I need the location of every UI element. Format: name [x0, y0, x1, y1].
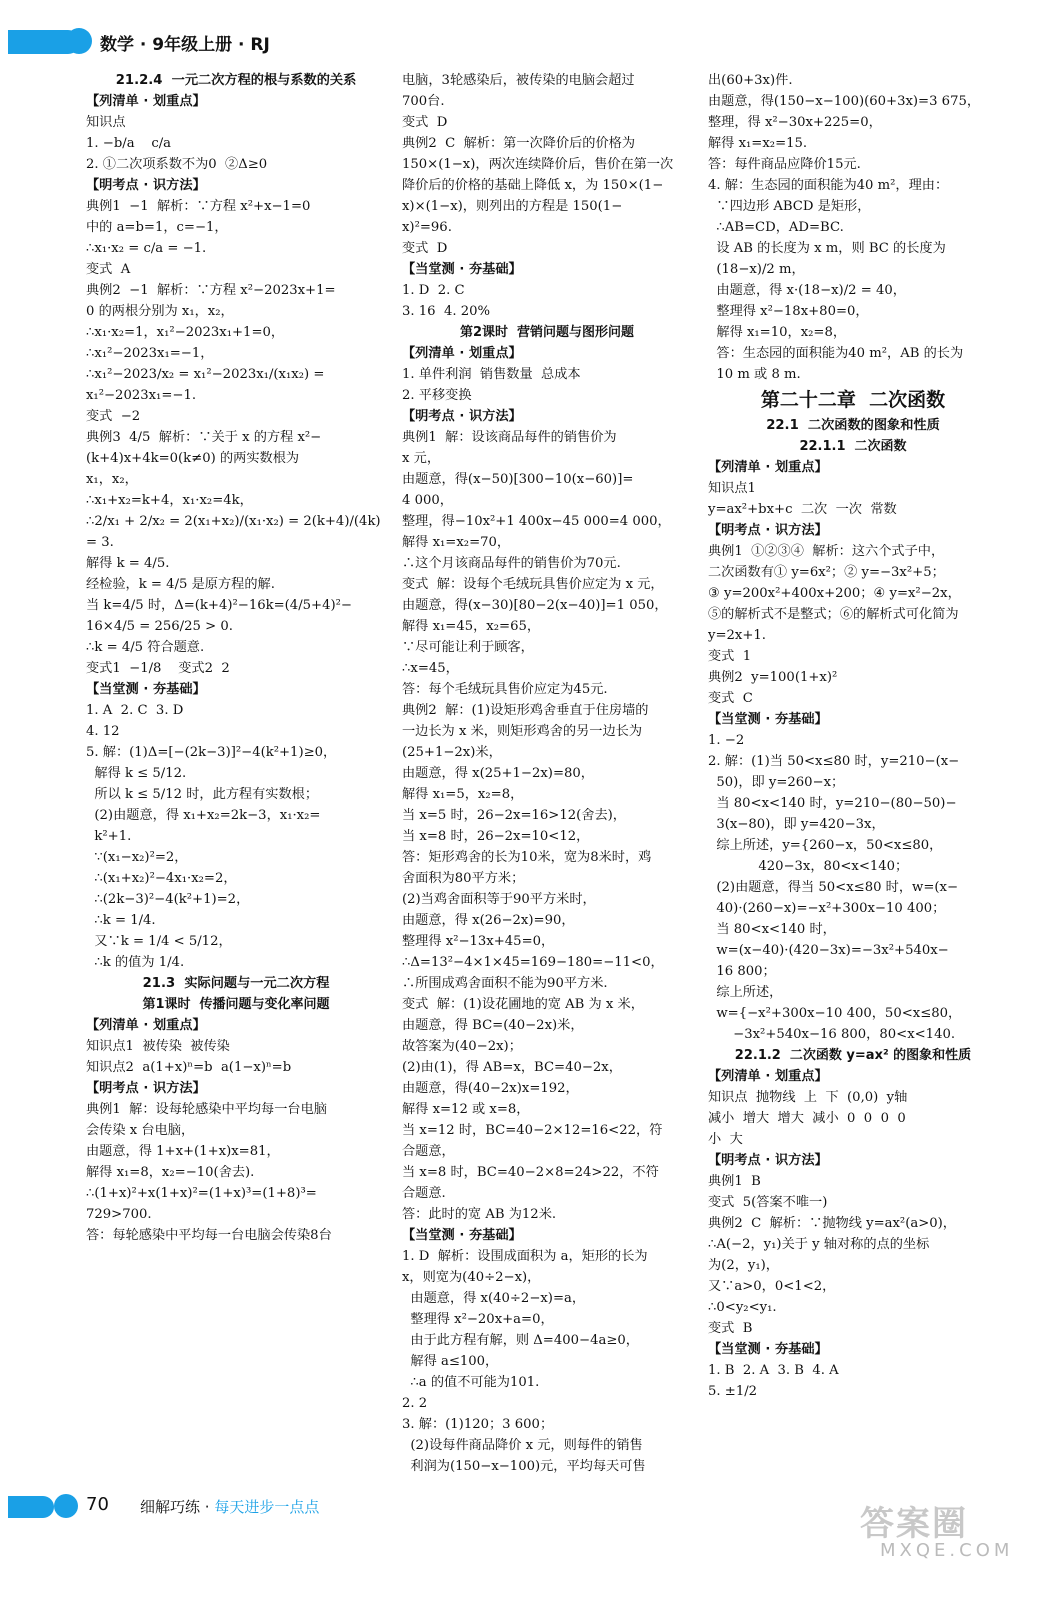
answer-line: 变式 B: [708, 1321, 753, 1336]
section-heading: 22.1.1 二次函数: [799, 439, 907, 454]
answer-line: y=2x+1.: [708, 628, 766, 643]
answer-line: 150×(1−x)，两次连续降价后，售价在第一次: [402, 157, 674, 172]
answer-line: 综上所述，y={260−x，50<x≤80，: [708, 838, 943, 853]
subsection-label: 【当堂测 · 夯基础】: [708, 712, 828, 727]
section-heading: 第二十二章 二次函数: [760, 389, 946, 411]
answer-line: 解得 x=12 或 x=8，: [402, 1102, 530, 1117]
answer-line: ③ y=200x²+400x+200；④ y=x²−2x，: [708, 586, 961, 601]
answer-line: 典例2 C 解析：第一次降价后的价格为: [402, 136, 636, 151]
answer-line: 减小 增大 增大 减小 0 0 0 0: [708, 1111, 906, 1126]
answer-line: 知识点2 a(1+x)ⁿ=b a(1−x)ⁿ=b: [86, 1060, 292, 1075]
answer-line: 答：每轮感染中平均每一台电脑会传染8台: [86, 1228, 332, 1243]
subsection-label: 【列清单 · 划重点】: [708, 460, 828, 475]
answer-line: ∴A(−2，y₁)关于 y 轴对称的点的坐标: [708, 1237, 930, 1252]
answer-line: 知识点: [86, 115, 126, 130]
answer-line: 由题意，得 BC=(40−2x)米，: [402, 1018, 584, 1033]
answer-line: 解得 k = 4/5.: [86, 556, 170, 571]
answer-line: 变式 解：(1)设花圃地的宽 AB 为 x 米，: [402, 997, 644, 1012]
answer-line: ∴k 的值为 1/4.: [86, 955, 185, 970]
answer-line: 典例2 y=100(1+x)²: [708, 670, 838, 685]
answer-line: 电脑，3轮感染后，被传染的电脑会超过: [402, 73, 635, 88]
answer-line: 答：生态园的面积能为40 m²，AB 的长为: [708, 346, 964, 361]
answer-line: 3. 16 4. 20%: [402, 304, 491, 319]
answer-line: 答：每个毛绒玩具售价应定为45元.: [402, 682, 608, 697]
footer-brand: [140, 1496, 319, 1517]
answer-line: 700台.: [402, 94, 445, 109]
answer-line: 由题意，得(x−30)[80−2(x−40)]=1 050，: [402, 598, 668, 613]
column-middle: [402, 70, 692, 1477]
answer-line: 经检验，k = 4/5 是原方程的解.: [86, 577, 275, 592]
answer-line: ∴k = 4/5 符合题意.: [86, 640, 205, 655]
answer-line: −3x²+540x−16 800，80<x<140.: [708, 1027, 956, 1042]
subsection-label: 【当堂测 · 夯基础】: [402, 1228, 522, 1243]
answer-line: 4. 12: [86, 724, 120, 739]
answer-line: 整理得 x²−13x+45=0，: [402, 934, 555, 949]
footer-accent-dot: [54, 1494, 78, 1518]
subsection-label: 【明考点 · 识方法】: [402, 409, 522, 424]
answer-line: ⑤的解析式不是整式；⑥的解析式可化简为: [708, 607, 959, 622]
answer-line: 当 x=8 时，26−2x=10<12，: [402, 829, 590, 844]
answer-line: 当 80<x<140 时，: [708, 922, 836, 937]
answer-line: ∴k = 1/4.: [86, 913, 156, 928]
answer-line: 解得 a≤100，: [402, 1354, 499, 1369]
answer-line: ∴所围成鸡舍面积不能为90平方米.: [402, 976, 608, 991]
answer-line: 1. −b/a c/a: [86, 136, 172, 151]
subsection-label: 【列清单 · 划重点】: [402, 346, 522, 361]
answer-line: 由于此方程有解，则 Δ=400−4a≥0，: [402, 1333, 639, 1348]
answer-line: 二次函数有① y=6x²；② y=−3x²+5；: [708, 565, 945, 580]
subsection-label: 【列清单 · 划重点】: [86, 1018, 206, 1033]
section-heading: 21.2.4 一元二次方程的根与系数的关系: [115, 73, 357, 88]
answer-line: 典例2 解：(1)设矩形鸡舍垂直于住房墙的: [402, 703, 649, 718]
subsection-label: 【当堂测 · 夯基础】: [402, 262, 522, 277]
answer-line: 变式1 −1/8 变式2 2: [86, 661, 230, 676]
header-accent-dot: [66, 28, 92, 54]
answer-line: ∴x₁²−2023x₁=−1，: [86, 346, 214, 361]
answer-line: 出(60+3x)件.: [708, 73, 793, 88]
answer-line: 16×4/5 = 256/25 > 0.: [86, 619, 233, 634]
subsection-label: 【明考点 · 识方法】: [708, 1153, 828, 1168]
answer-line: 变式 C: [708, 691, 753, 706]
answer-line: 利润为(150−x−100)元，平均每天可售: [402, 1459, 646, 1474]
answer-line: 所以 k ≤ 5/12 时，此方程有实数根；: [86, 787, 319, 802]
answer-line: (k+4)x+4k=0(k≠0) 的两实数根为: [86, 451, 300, 466]
answer-line: (2)设每件商品降价 x 元，则每件的销售: [402, 1438, 643, 1453]
answer-line: 由题意，得(x−50)[300−10(x−60)]=: [402, 472, 634, 487]
answer-line: 设 AB 的长度为 x m，则 BC 的长度为: [708, 241, 946, 256]
answer-line: 当 80<x<140 时，y=210−(80−50)−: [708, 796, 957, 811]
page-number: 70: [86, 1494, 109, 1515]
answer-line: ∵四边形 ABCD 是矩形，: [708, 199, 871, 214]
section-heading: 第2课时 营销问题与图形问题: [459, 325, 635, 340]
answer-line: 由题意，得(40−2x)x=192，: [402, 1081, 579, 1096]
answer-line: x)×(1−x)，则列出的方程是 150(1−: [402, 199, 623, 214]
answer-line: 综上所述，: [708, 985, 783, 1000]
answer-line: x₁，x₂，: [86, 472, 138, 487]
answer-line: ∴(1+x)²+x(1+x)²=(1+x)³=(1+8)³=: [86, 1186, 317, 1201]
answer-line: 降价后的价格的基础上降低 x，为 150×(1−: [402, 178, 664, 193]
answer-line: 2. ①二次项系数不为0 ②Δ≥0: [86, 157, 268, 172]
answer-line: 又∵k = 1/4 < 5/12，: [86, 934, 232, 949]
answer-line: 1. A 2. C 3. D: [86, 703, 184, 718]
answer-line: 变式 A: [86, 262, 131, 277]
answer-line: 5. ±1/2: [708, 1384, 758, 1399]
answer-line: 由题意，得 x(25+1−2x)=80，: [402, 766, 594, 781]
answer-line: 1. D 解析：设围成面积为 a，矩形的长为: [402, 1249, 648, 1264]
answer-line: 答：此时的宽 AB 为12米.: [402, 1207, 557, 1222]
answer-line: (2)当鸡舍面积等于90平方米时，: [402, 892, 596, 907]
answer-line: 解得 x₁=x₂=15.: [708, 136, 808, 151]
answer-line: 知识点 抛物线 上 下 (0,0) y轴: [708, 1090, 908, 1105]
answer-line: ∴这个月该商品每件的销售价为70元.: [402, 556, 621, 571]
answer-line: x，则宽为(40÷2−x)，: [402, 1270, 541, 1285]
column-left: [86, 70, 386, 1246]
answer-line: 解得 x₁=10，x₂=8，: [708, 325, 847, 340]
answer-line: 变式 解：设每个毛绒玩具售价应定为 x 元，: [402, 577, 664, 592]
answer-line: 典例1 ①②③④ 解析：这六个式子中，: [708, 544, 945, 559]
answer-line: 典例1 解：设该商品每件的销售价为: [402, 430, 617, 445]
answer-line: 16 800；: [708, 964, 776, 979]
answer-line: 2. 2: [402, 1396, 428, 1411]
answer-line: 整理得 x²−18x+80=0，: [708, 304, 869, 319]
answer-line: ∴(2k−3)²−4(k²+1)=2，: [86, 892, 250, 907]
section-heading: 第1课时 传播问题与变化率问题: [142, 997, 330, 1012]
answer-line: 解得 x₁=8，x₂=−10(舍去).: [86, 1165, 255, 1180]
answer-line: 2. 解：(1)当 50<x≤80 时，y=210−(x−: [708, 754, 960, 769]
answer-line: ∵尽可能让利于顾客，: [402, 640, 534, 655]
answer-line: ∴x₁²−2023/x₂ = x₁²−2023x₁/(x₁x₂) = x₁²−2023x₁=−1.: [86, 367, 329, 403]
answer-line: 答：矩形鸡舍的长为10米，宽为8米时，鸡: [402, 850, 652, 865]
answer-line: 变式 D: [402, 241, 448, 256]
answer-line: 4. 解：生态园的面积能为40 m²，理由：: [708, 178, 949, 193]
answer-line: 当 x=8 时，BC=40−2×8=24>22，不符: [402, 1165, 659, 1180]
answer-line: 典例3 4/5 解析：∵关于 x 的方程 x²−: [86, 430, 322, 445]
answer-line: 整理，得 x²−30x+225=0，: [708, 115, 882, 130]
answer-line: 50)，即 y=260−x；: [708, 775, 845, 790]
answer-line: 变式 −2: [86, 409, 141, 424]
answer-line: 解得 x₁=5，x₂=8，: [402, 787, 524, 802]
answer-line: 整理，得−10x²+1 400x−45 000=4 000，: [402, 514, 671, 529]
answer-line: 又∵a>0，0<1<2，: [708, 1279, 836, 1294]
answer-line: 合题意，: [402, 1144, 455, 1159]
section-heading: 22.1 二次函数的图象和性质: [766, 418, 940, 433]
answer-line: ∴0<y₂<y₁.: [708, 1300, 777, 1315]
footer-accent-bar: [8, 1496, 54, 1518]
answer-line: 10 m 或 8 m.: [708, 367, 801, 382]
answer-line: 0 的两根分别为 x₁，x₂，: [86, 304, 234, 319]
answer-line: ∴x₁·x₂ = c/a = −1.: [86, 241, 207, 256]
answer-line: 会传染 x 台电脑，: [86, 1123, 195, 1138]
answer-line: (18−x)/2 m，: [708, 262, 805, 277]
answer-line: y=ax²+bx+c 二次 一次 常数: [708, 502, 897, 517]
answer-line: x)²=96.: [402, 220, 452, 235]
answer-line: 中的 a=b=1，c=−1，: [86, 220, 228, 235]
subsection-label: 【明考点 · 识方法】: [86, 1081, 206, 1096]
answer-line: 典例2 −1 解析：∵方程 x²−2023x+1=: [86, 283, 336, 298]
answer-line: (2)由题意，得 x₁+x₂=2k−3，x₁·x₂=: [86, 808, 321, 823]
answer-line: w={−x²+300x−10 400，50<x≤80，: [708, 1006, 962, 1021]
answer-line: ∴x=45，: [402, 661, 459, 676]
answer-line: 知识点1: [708, 481, 756, 496]
answer-line: ∵(x₁−x₂)²=2，: [86, 850, 188, 865]
subsection-label: 【列清单 · 划重点】: [86, 94, 206, 109]
answer-line: 一边长为 x 米，则矩形鸡舍的另一边长为: [402, 724, 643, 739]
answer-line: 729>700.: [86, 1207, 152, 1222]
answer-line: 1. 单件利润 销售数量 总成本: [402, 367, 581, 382]
answer-line: 由题意，得 x·(18−x)/2 = 40，: [708, 283, 906, 298]
answer-line: 由题意，得 x(40÷2−x)=a，: [402, 1291, 586, 1306]
subsection-label: 【当堂测 · 夯基础】: [708, 1342, 828, 1357]
answer-line: 当 k=4/5 时，Δ=(k+4)²−16k=(4/5+4)²−: [86, 598, 352, 613]
page-header-title: 数学 · 9年级上册 · RJ: [100, 35, 270, 55]
answer-line: w=(x−40)·(420−3x)=−3x²+540x−: [708, 943, 949, 958]
answer-line: 典例1 −1 解析：∵方程 x²+x−1=0: [86, 199, 311, 214]
answer-line: 整理得 x²−20x+a=0，: [402, 1312, 554, 1327]
answer-line: 解得 x₁=45，x₂=65，: [402, 619, 541, 634]
answer-line: 由题意，得 x(26−2x)=90，: [402, 913, 575, 928]
answer-line: 4 000，: [402, 493, 453, 508]
answer-line: 变式 5(答案不唯一): [708, 1195, 828, 1210]
answer-line: (2)由(1)，得 AB=x，BC=40−2x，: [402, 1060, 622, 1075]
answer-line: 1. B 2. A 3. B 4. A: [708, 1363, 839, 1378]
footer-brand-name: 细解巧练 ·: [140, 1498, 215, 1516]
watermark-url: MXQE.COM: [880, 1540, 1014, 1561]
answer-line: 1. D 2. C: [402, 283, 465, 298]
answer-line: 当 x=5 时，26−2x=16>12(舍去)，: [402, 808, 626, 823]
answer-line: 答：每件商品应降价15元.: [708, 157, 861, 172]
subsection-label: 【当堂测 · 夯基础】: [86, 682, 206, 697]
answer-line: 合题意.: [402, 1186, 446, 1201]
answer-line: 典例1 B: [708, 1174, 761, 1189]
answer-line: k²+1.: [86, 829, 132, 844]
answer-line: 由题意，得(150−x−100)(60+3x)=3 675，: [708, 94, 981, 109]
answer-line: 420−3x，80<x<140；: [708, 859, 909, 874]
answer-line: 40)·(260−x)=−x²+300x−10 400；: [708, 901, 946, 916]
answer-line: 小 大: [708, 1132, 743, 1147]
subsection-label: 【列清单 · 划重点】: [708, 1069, 828, 1084]
answer-line: 知识点1 被传染 被传染: [86, 1039, 230, 1054]
answer-line: 故答案为(40−2x)；: [402, 1039, 522, 1054]
answer-line: 典例1 解：设每轮感染中平均每一台电脑: [86, 1102, 327, 1117]
answer-line: 变式 1: [708, 649, 752, 664]
answer-line: ∴(x₁+x₂)²−4x₁·x₂=2，: [86, 871, 237, 886]
answer-line: 2. 平移变换: [402, 388, 472, 403]
answer-line: ∴x₁+x₂=k+4，x₁·x₂=4k，: [86, 493, 253, 508]
column-right: [708, 70, 998, 1402]
answer-line: 5. 解：(1)Δ=[−(2k−3)]²−4(k²+1)≥0，: [86, 745, 337, 760]
answer-line: 当 x=12 时，BC=40−2×12=16<22，符: [402, 1123, 663, 1138]
answer-line: ∴AB=CD，AD=BC.: [708, 220, 844, 235]
answer-line: ∴x₁·x₂=1，x₁²−2023x₁+1=0，: [86, 325, 285, 340]
section-heading: 22.1.2 二次函数 y=ax² 的图象和性质: [734, 1048, 972, 1063]
answer-line: (2)由题意，得当 50<x≤80 时，w=(x−: [708, 880, 959, 895]
subsection-label: 【明考点 · 识方法】: [86, 178, 206, 193]
answer-line: 3(x−80)，即 y=420−3x，: [708, 817, 885, 832]
answer-line: 为(2，y₁)，: [708, 1258, 779, 1273]
answer-line: x 元，: [402, 451, 441, 466]
section-heading: 21.3 实际问题与一元二次方程: [142, 976, 330, 991]
answer-line: 1. −2: [708, 733, 745, 748]
answer-line: ∴a 的值不可能为101.: [402, 1375, 540, 1390]
answer-line: 3. 解：(1)120；3 600；: [402, 1417, 554, 1432]
answer-line: (25+1−2x)米，: [402, 745, 502, 760]
answer-line: 解得 x₁=x₂=70，: [402, 535, 511, 550]
answer-line: 舍面积为80平方米；: [402, 871, 525, 886]
answer-line: ∴2/x₁ + 2/x₂ = 2(x₁+x₂)/(x₁·x₂) = 2(k+4)/(4k) = 3.: [86, 514, 385, 550]
answer-line: 变式 D: [402, 115, 448, 130]
answer-line: 解得 k ≤ 5/12.: [86, 766, 187, 781]
answer-line: 由题意，得 1+x+(1+x)x=81，: [86, 1144, 280, 1159]
answer-line: ∴Δ=13²−4×1×45=169−180=−11<0，: [402, 955, 664, 970]
watermark-logo: 答案圈: [860, 1504, 968, 1544]
answer-line: 典例2 C 解析：∵抛物线 y=ax²(a>0)，: [708, 1216, 956, 1231]
footer-slogan: 每天进步一点点: [214, 1498, 320, 1516]
subsection-label: 【明考点 · 识方法】: [708, 523, 828, 538]
